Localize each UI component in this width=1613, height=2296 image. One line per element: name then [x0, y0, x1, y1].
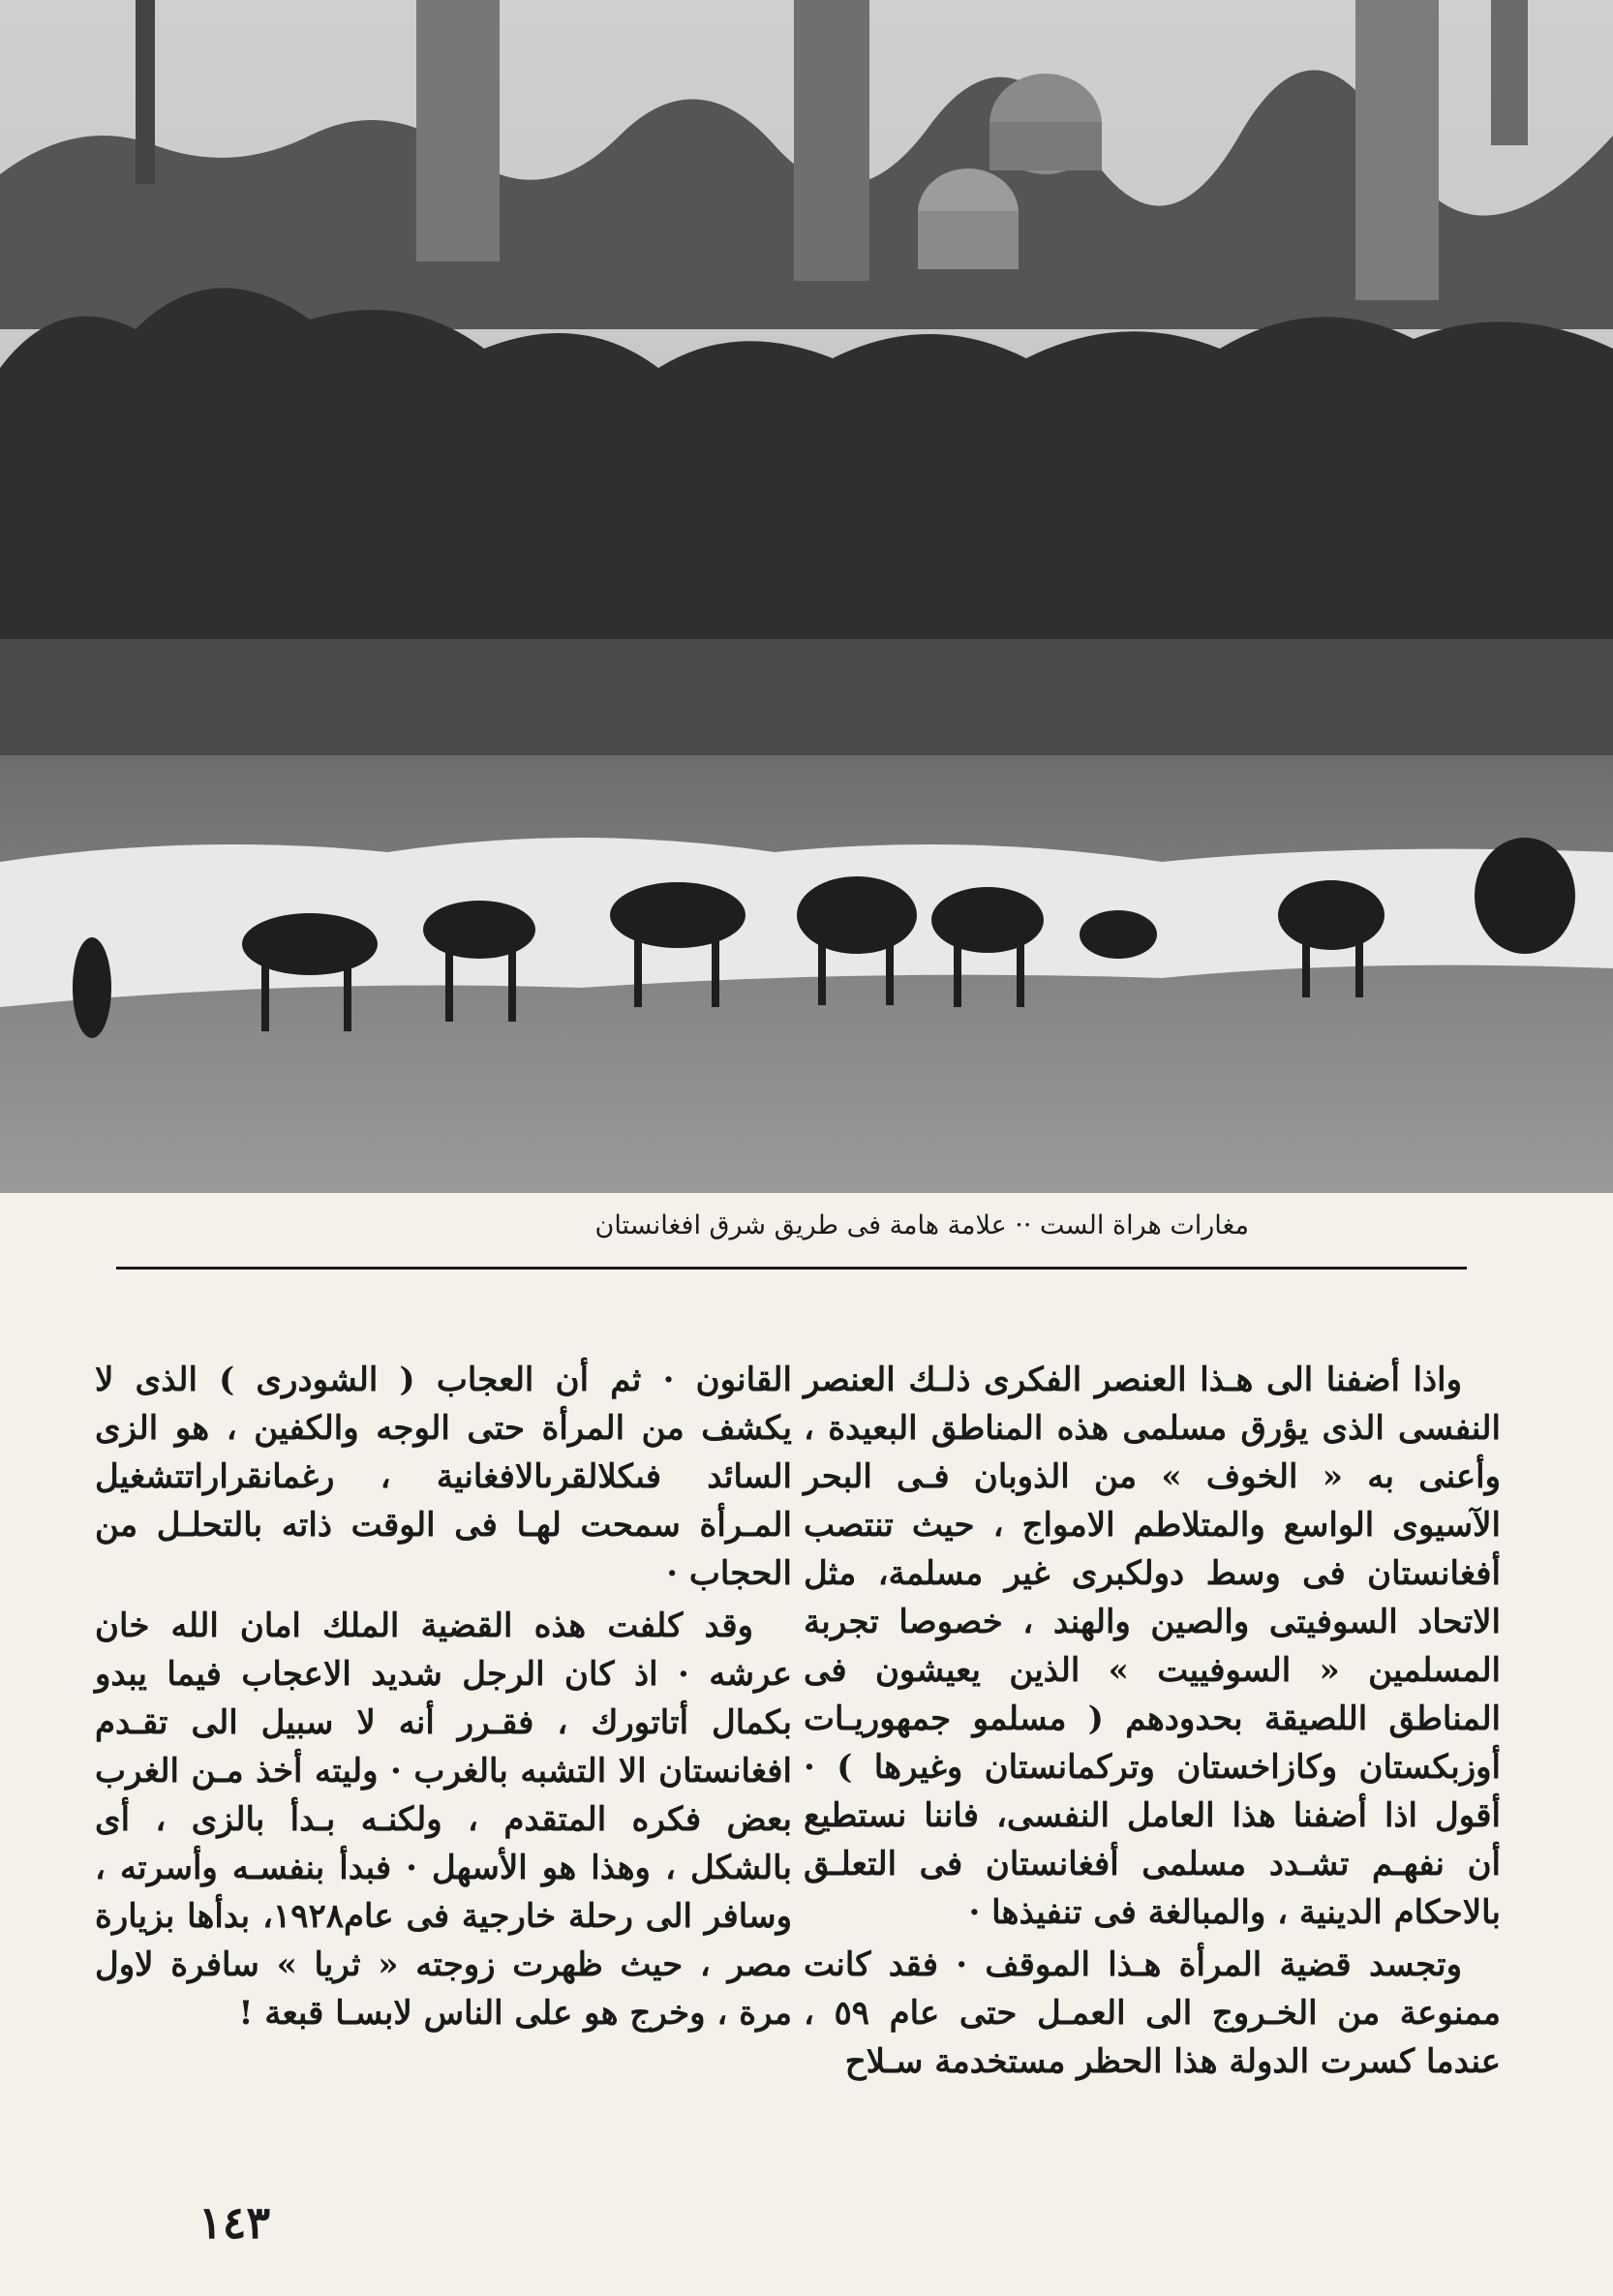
paragraph: وتجسد قضية المرأة هـذا الموقف · فقد كانت ممنوعة من الخـروج الى العمـل حتى عام ٥٩ ، عندما كسرت الدولة هذا الحظر مستخدمة سـلاح [804, 1945, 1501, 2081]
photo-caption: مغارات هراة الست ·· علامة هامة فى طريق شرق افغانستان [594, 1210, 1249, 1240]
page-number: ١٤٣ [198, 2196, 271, 2249]
caption-divider [116, 1267, 1467, 1270]
paragraph: وقد كلفت هذه القضية الملك امان الله خان عرشه · اذ كان الرجل شديد الاعجاب فيما يبدو بكمال أتاتورك ، فقـرر أنه لا سبيل الى تقـدم افغانستان الا التشبه بالغرب · وليته أخذ مـن الغرب بعض فكره المتقدم ، ولكنـه بـدأ بالزى ، أى بالشكل ، وهذا هو الأسهل · فبدأ بنفسـه وأسرته ، وسافر الى رحلة خارجية فى عام١٩٢٨، بدأها بزيارة مصر ، حيث ظهرت زوجته « ثريا » سافرة لاول مرة ، وخرج هو على الناس لابسـا قبعة ! [95, 1607, 792, 2033]
text-column-right [804, 1356, 1501, 2090]
paragraph: القانون · ثم أن العجاب ( الشودرى ) الذى لا يكشف من المرأة حتى الوجه والكفين ، هو الزى السائد فىكلالقرىالافغانية ، رغمانقراراتتشغيل المـرأة سمحت لهـا فى الوقت ذاته بالتحلـل من الحجاب · [95, 1361, 792, 1593]
paragraph: واذا أضفنا الى هـذا العنصر الفكرى ذلـك العنصر النفسى الذى يؤرق مسلمى هذه المناطق البعيدة ، وأعنى به « الخوف » من الذوبان فـى البحر الآسيوى الواسع والمتلاطم الامواج ، حيث تنتصب أفغانستان فى وسط دولكبرى غير مسلمة، مثل الاتحاد السوفيتى والصين والهند ، خصوصا تجربة المسلمين « السوفييت » الذين يعيشون فى المناطق اللصيقة بحدودهم ( مسلمو جمهوريـات أوزبكستان وكازاخستان وتركمانستان وغيرها ) · أقول اذا أضفنا هذا العامل النفسى، فاننا نستطيع أن نفهـم تشـدد مسلمى أفغانستان فى التعلـق بالاحكام الدينية ، والمبالغة فى تنفيذها · [804, 1361, 1501, 1932]
text-column-left [95, 1356, 792, 2041]
